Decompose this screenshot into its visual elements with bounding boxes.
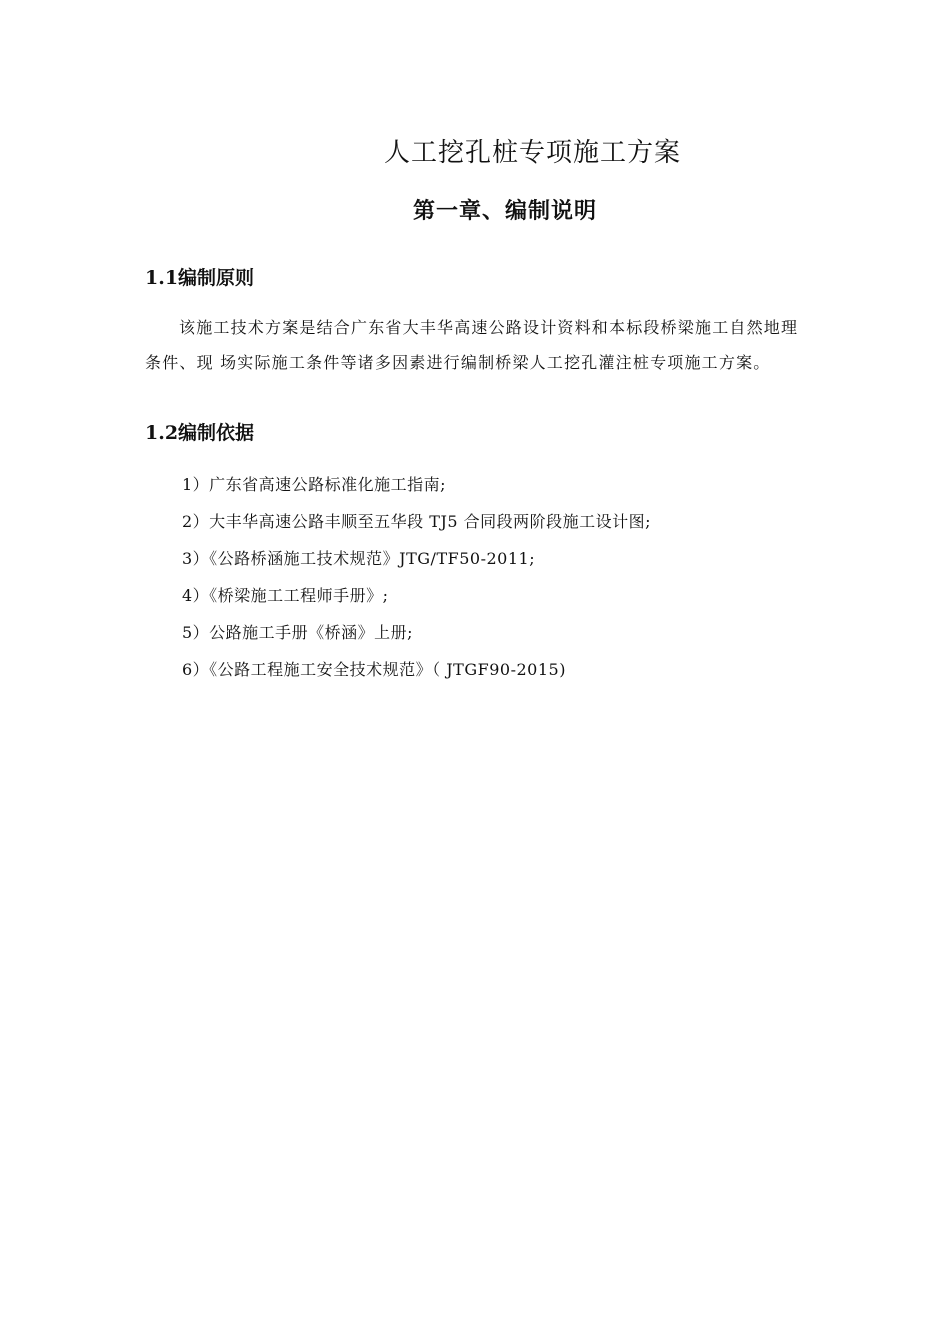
basis-item-3: 3）《公路桥涵施工技术规范》JTG/TF50-2011; — [182, 549, 536, 568]
section-heading-principles: 1.1编制原则 — [145, 267, 255, 289]
basis-item-2: 2）大丰华高速公路丰顺至五华段 TJ5 合同段两阶段施工设计图; — [182, 512, 652, 531]
basis-item-1: 1）广东省高速公路标准化施工指南; — [182, 475, 447, 494]
basis-list — [182, 466, 651, 688]
basis-item-6: 6）《公路工程施工安全技术规范》（ JTGF90-2015) — [182, 660, 566, 679]
basis-item-5: 5）公路施工手册《桥涵》上册; — [182, 623, 414, 642]
section-heading-basis: 1.2编制依据 — [145, 422, 255, 444]
chapter-title: 第一章、编制说明 — [413, 198, 598, 224]
principles-paragraph-line-2: 条件、现 场实际施工条件等诸多因素进行编制桥梁人工挖孔灌注桩专项施工方案。 — [145, 353, 771, 372]
principles-paragraph-line-1: 该施工技术方案是结合广东省大丰华高速公路设计资料和本标段桥梁施工自然地理 — [179, 318, 799, 337]
basis-item-4: 4）《桥梁施工工程师手册》; — [182, 586, 389, 605]
document-title: 人工挖孔桩专项施工方案 — [384, 138, 682, 168]
